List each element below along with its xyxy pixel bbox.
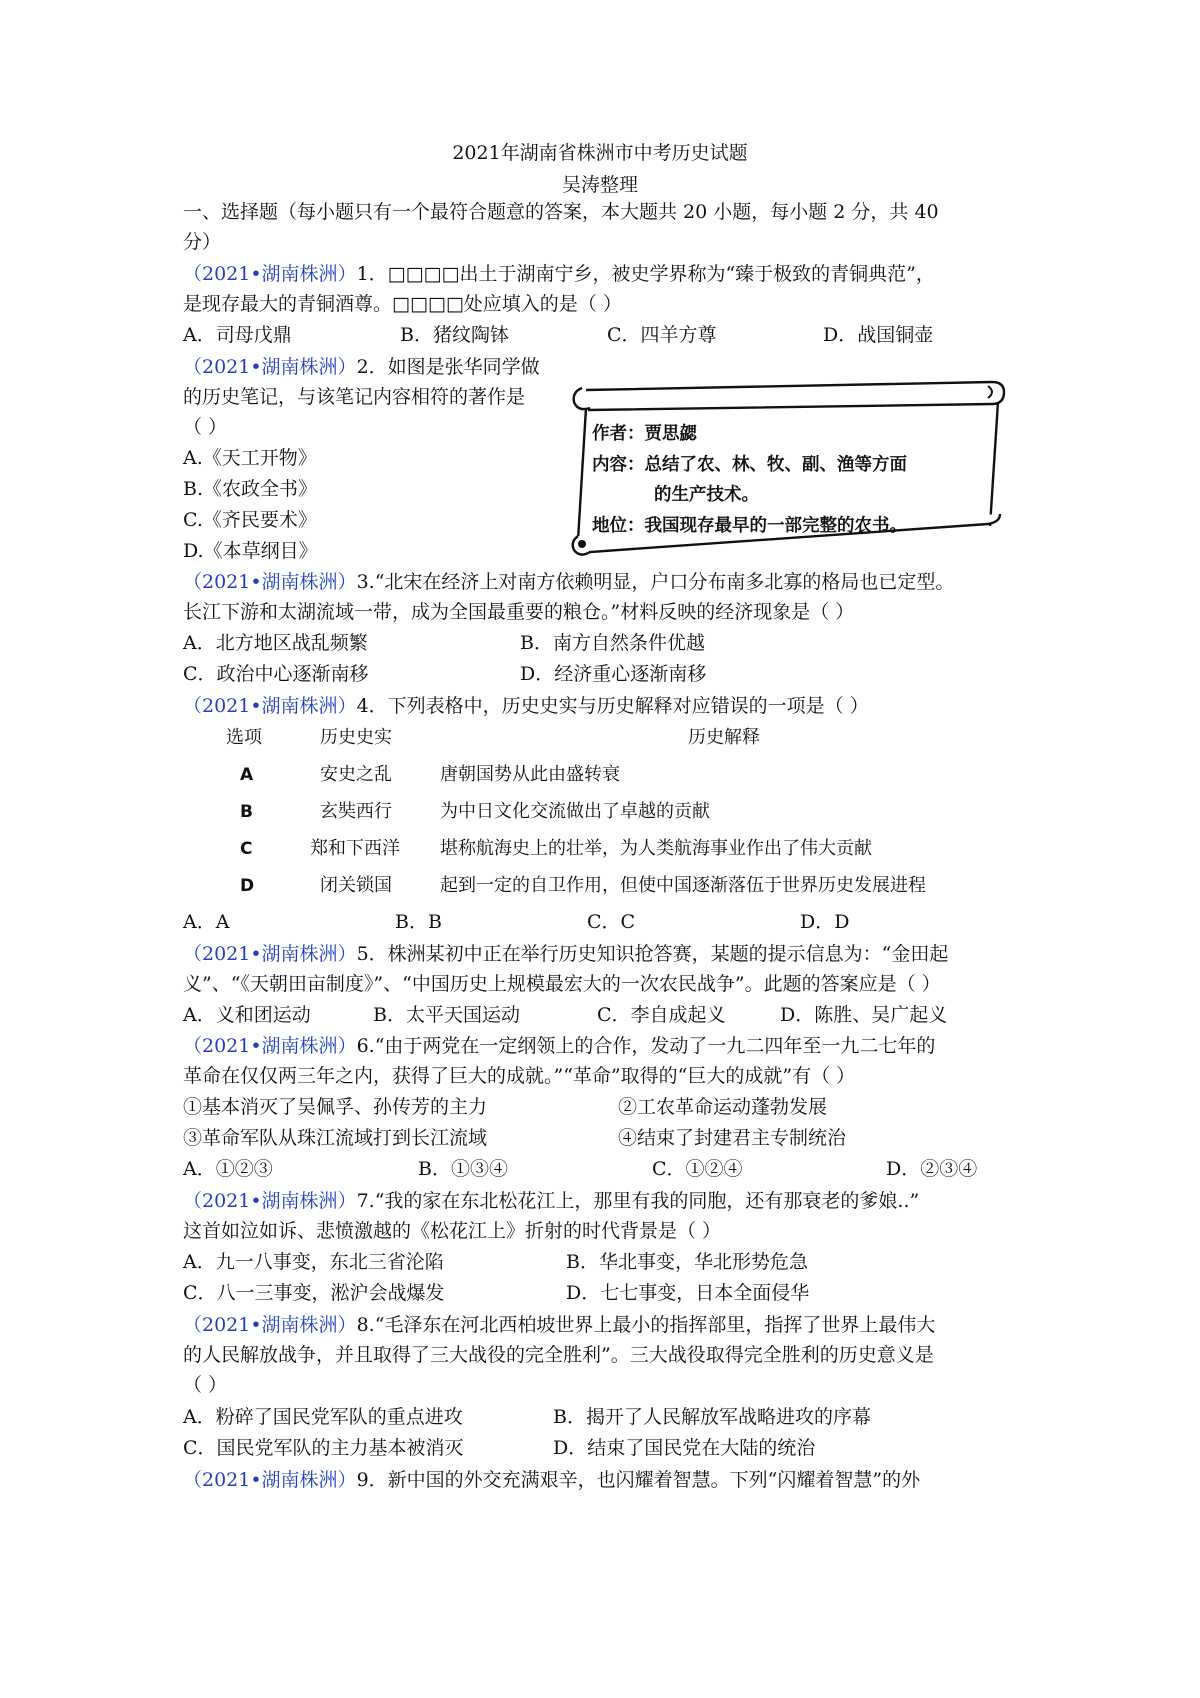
q5-option-b: B．太平天国运动 xyxy=(373,1004,520,1026)
q7-option-c: C．八一三事变，淞沪会战爆发 xyxy=(183,1282,445,1304)
note-status-row xyxy=(592,512,907,537)
question-3-text: 3.“北宋在经济上对南方依赖明显，户口分布南多北寡的格局也已定型。 xyxy=(356,571,955,593)
q6-option-b: B．①③④ xyxy=(418,1158,508,1180)
section-heading: 一、选择题（每小题只有一个最符合题意的答案，本大题共 20 小题，每小题 2 分，共 40 xyxy=(183,201,939,223)
q6-option-d: D．②③④ xyxy=(886,1158,978,1180)
note-author-label: 作者： xyxy=(592,424,645,444)
question-7 xyxy=(183,1186,919,1216)
table-row-b-fact: 玄奘西行 xyxy=(320,801,392,822)
table-row-c-explanation: 堪称航海史上的壮举，为人类航海事业作出了伟大贡献 xyxy=(440,838,872,859)
q6-item-3: ③革命军队从珠江流域打到长江流域 xyxy=(183,1127,488,1149)
question-1-cont: 是现存最大的青铜酒尊。□□□□处应填入的是（ ） xyxy=(183,293,622,315)
note-status-label: 地位： xyxy=(592,516,645,536)
history-note-scroll xyxy=(568,378,1008,558)
note-author: 贾思勰 xyxy=(644,424,697,444)
question-8-cont: 的人民解放战争，并且取得了三大战役的完全胜利”。三大战役取得完全胜利的历史意义是 xyxy=(183,1344,934,1366)
q5-option-c: C．李自成起义 xyxy=(597,1004,726,1026)
q4-option-c: C．C xyxy=(587,911,636,933)
q4-option-b: B．B xyxy=(395,911,442,933)
q1-option-a: A．司母戊鼎 xyxy=(183,324,292,346)
question-3 xyxy=(183,567,954,597)
question-8 xyxy=(183,1310,935,1340)
q3-option-c: C．政治中心逐渐南移 xyxy=(183,663,369,685)
source-tag: （2021•湖南株洲） xyxy=(183,695,357,717)
q7-option-d: D．七七事变，日本全面侵华 xyxy=(566,1282,810,1304)
note-content: 总结了农、林、牧、副、渔等方面 xyxy=(644,455,907,475)
note-status: 我国现存最早的一部完整的农书。 xyxy=(644,516,907,536)
q2-option-d: D.《本草纲目》 xyxy=(183,540,318,562)
q5-option-a: A．义和团运动 xyxy=(183,1004,311,1026)
table-header-option: 选项 xyxy=(226,727,262,748)
table-row-c-option: C xyxy=(240,839,253,859)
question-8-cont2: （ ） xyxy=(183,1374,228,1396)
q8-option-a: A．粉碎了国民党军队的重点进攻 xyxy=(183,1406,463,1428)
q7-option-a: A．九一八事变，东北三省沦陷 xyxy=(183,1251,444,1273)
question-8-text: 8.“毛泽东在河北西柏坡世界上最小的指挥部里，指挥了世界上最伟大 xyxy=(356,1314,936,1336)
question-3-cont: 长江下游和太湖流域一带，成为全国最重要的粮仓。”材料反映的经济现象是（ ） xyxy=(183,601,855,623)
source-tag: （2021•湖南株洲） xyxy=(183,263,357,285)
source-tag: （2021•湖南株洲） xyxy=(183,1469,357,1491)
question-2-cont: 的历史笔记，与该笔记内容相符的著作是 xyxy=(183,386,526,408)
question-2-text: 2．如图是张华同学做 xyxy=(356,356,540,378)
q3-option-a: A．北方地区战乱频繁 xyxy=(183,632,368,654)
table-row-a-fact: 安史之乱 xyxy=(320,764,392,785)
question-1 xyxy=(183,259,935,289)
exam-author: 吴涛整理 xyxy=(561,174,638,196)
q2-option-c: C.《齐民要术》 xyxy=(183,509,317,531)
q6-item-4: ④结束了封建君主专制统治 xyxy=(618,1127,847,1149)
table-row-a-option: A xyxy=(240,765,254,785)
question-2 xyxy=(183,352,540,382)
question-2-cont2: （ ） xyxy=(183,416,228,438)
q3-option-d: D．经济重心逐渐南移 xyxy=(520,663,707,685)
table-header-explanation: 历史解释 xyxy=(688,727,760,748)
table-row-b-explanation: 为中日文化交流做出了卓越的贡献 xyxy=(440,801,710,822)
q7-option-b: B．华北事变，华北形势危急 xyxy=(566,1251,808,1273)
q4-option-a: A．A xyxy=(183,911,230,933)
question-9 xyxy=(183,1465,920,1495)
table-row-d-explanation: 起到一定的自卫作用，但使中国逐渐落伍于世界历史发展进程 xyxy=(440,875,926,896)
q5-option-d: D．陈胜、吴广起义 xyxy=(780,1004,948,1026)
note-content-row xyxy=(592,451,907,476)
q6-option-a: A．①②③ xyxy=(183,1158,273,1180)
question-5 xyxy=(183,939,948,969)
question-9-text: 9．新中国的外交充满艰辛，也闪耀着智慧。下列“闪耀着智慧”的外 xyxy=(356,1469,921,1491)
question-5-cont: 义”、“《天朝田亩制度》”、“中国历史上规模最宏大的一次农民战争”。此题的答案应是（ ） xyxy=(183,973,941,995)
question-6 xyxy=(183,1031,935,1061)
q1-option-d: D．战国铜壶 xyxy=(823,324,934,346)
q1-option-b: B．猪纹陶钵 xyxy=(400,324,509,346)
source-tag: （2021•湖南株洲） xyxy=(183,1035,357,1057)
q6-item-2: ②工农革命运动蓬勃发展 xyxy=(618,1096,828,1118)
q3-option-b: B．南方自然条件优越 xyxy=(520,632,705,654)
q8-option-d: D．结束了国民党在大陆的统治 xyxy=(553,1437,816,1459)
q6-item-1: ①基本消灭了吴佩孚、孙传芳的主力 xyxy=(183,1096,488,1118)
q8-option-b: B．揭开了人民解放军战略进攻的序幕 xyxy=(553,1406,871,1428)
question-4-text: 4．下列表格中，历史史实与历史解释对应错误的一项是（ ） xyxy=(356,695,869,717)
source-tag: （2021•湖南株洲） xyxy=(183,1314,357,1336)
note-author-row xyxy=(592,420,697,445)
q1-option-c: C．四羊方尊 xyxy=(607,324,717,346)
source-tag: （2021•湖南株洲） xyxy=(183,356,357,378)
q4-option-d: D．D xyxy=(800,911,850,933)
question-1-text: 1．□□□□出土于湖南宁乡，被史学界称为“臻于极致的青铜典范”， xyxy=(356,263,935,285)
source-tag: （2021•湖南株洲） xyxy=(183,571,357,593)
q8-option-c: C．国民党军队的主力基本被消灭 xyxy=(183,1437,464,1459)
table-row-a-explanation: 唐朝国势从此由盛转衰 xyxy=(440,764,620,785)
question-4 xyxy=(183,691,869,721)
question-7-cont: 这首如泣如诉、悲愤激越的《松花江上》折射的时代背景是（ ） xyxy=(183,1220,722,1242)
question-5-text: 5．株洲某初中正在举行历史知识抢答赛，某题的提示信息为：“金田起 xyxy=(356,943,949,965)
table-row-d-fact: 闭关锁国 xyxy=(320,875,392,896)
table-row-c-fact: 郑和下西洋 xyxy=(310,838,400,859)
exam-title: 2021年湖南省株洲市中考历史试题 xyxy=(452,142,748,164)
table-row-d-option: D xyxy=(240,876,255,896)
q2-option-b: B.《农政全书》 xyxy=(183,478,318,500)
table-header-fact: 历史史实 xyxy=(320,727,392,748)
table-row-b-option: B xyxy=(240,802,253,822)
question-7-text: 7.“我的家在东北松花江上，那里有我的同胞，还有那衰老的爹娘..” xyxy=(356,1190,920,1212)
note-content-label: 内容： xyxy=(592,455,645,475)
question-6-text: 6.“由于两党在一定纲领上的合作，发动了一九二四年至一九二七年的 xyxy=(356,1035,936,1057)
source-tag: （2021•湖南株洲） xyxy=(183,1190,357,1212)
question-6-cont: 革命在仅仅两三年之内，获得了巨大的成就。”“革命”取得的“巨大的成就”有（ ） xyxy=(183,1065,856,1087)
q2-option-a: A.《天工开物》 xyxy=(183,447,317,469)
section-heading-cont: 分） xyxy=(183,231,222,253)
note-content-cont: 的生产技术。 xyxy=(654,485,759,505)
q6-option-c: C．①②④ xyxy=(652,1158,743,1180)
source-tag: （2021•湖南株洲） xyxy=(183,943,357,965)
